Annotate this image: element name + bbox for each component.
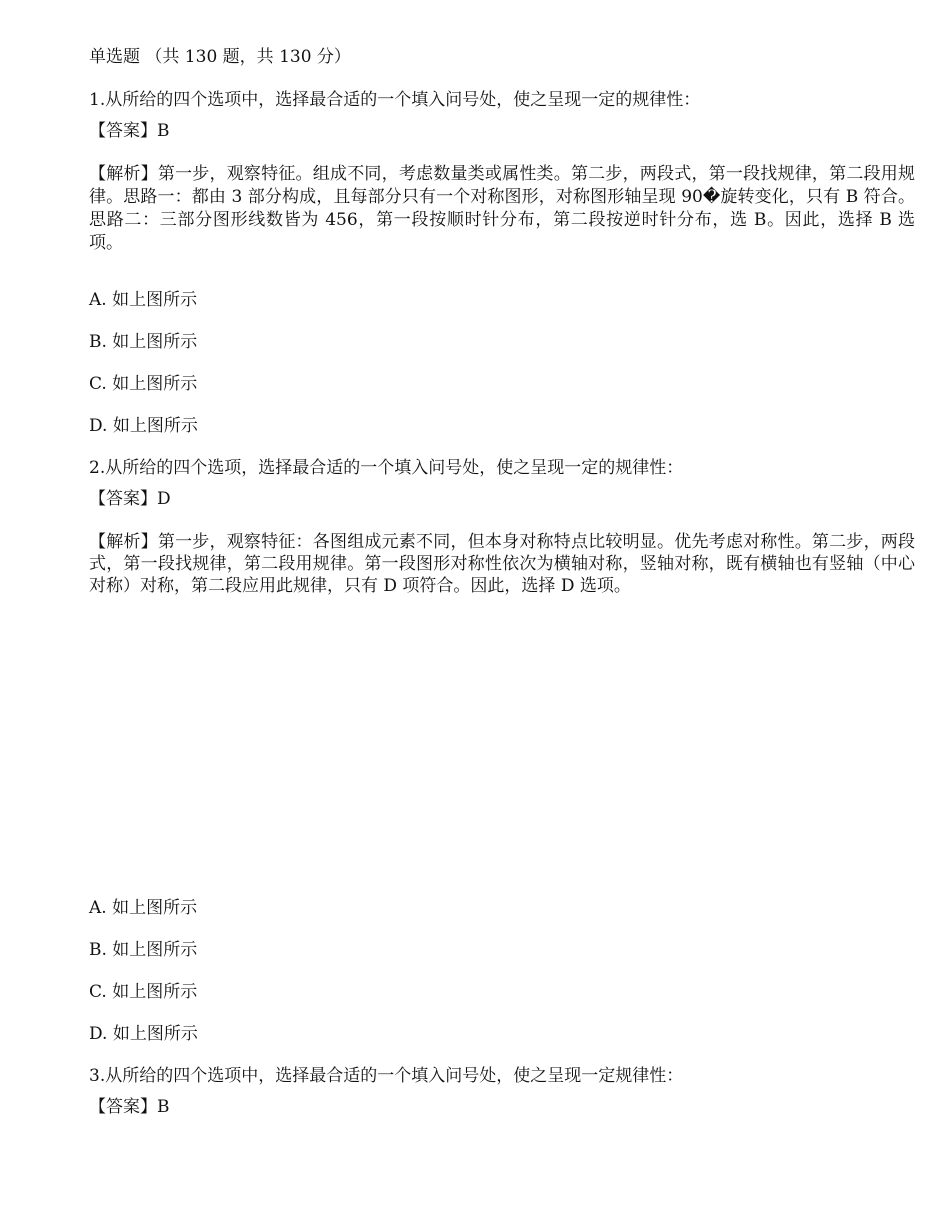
question-3 [89, 1065, 915, 1119]
options-list [89, 897, 915, 1065]
question-analysis: 【解析】第一步，观察特征：各图组成元素不同，但本身对称特点比较明显。优先考虑对称性。第二步，两段式，第一段找规律，第二段用规律。第一段图形对称性依次为横轴对称，竖轴对称，既有横轴也有竖轴（中心对称）对称，第二段应用此规律，只有 D 项符合。因此，选择 D 选项。 [89, 532, 915, 596]
option-a: A. 如上图所示 [89, 898, 198, 918]
option-a: A. 如上图所示 [89, 290, 198, 310]
option-b: B. 如上图所示 [89, 332, 198, 352]
section-header: 单选题 （共 130 题，共 130 分） [89, 47, 351, 67]
question-answer: 【答案】D [89, 489, 171, 509]
question-analysis: 【解析】第一步，观察特征。组成不同，考虑数量类或属性类。第二步，两段式，第一段找规律，第二段用规律。思路一：都由 3 部分构成，且每部分只有一个对称图形，对称图形轴呈现 90�旋转变化，只有 B 符合。思路二：三部分图形线数皆为 456，第一段按顺时针分布，第二段按逆时针分布，选 B。因此，选择 B 选项。 [89, 164, 915, 253]
option-d: D. 如上图所示 [89, 1024, 198, 1044]
document-page [89, 46, 915, 1139]
option-d: D. 如上图所示 [89, 416, 198, 436]
options-list [89, 289, 915, 457]
question-stem: 1.从所给的四个选项中，选择最合适的一个填入问号处，使之呈现一定的规律性： [89, 90, 701, 110]
option-c: C. 如上图所示 [89, 982, 198, 1002]
question-2 [89, 457, 915, 1065]
question-1 [89, 89, 915, 457]
question-answer: 【答案】B [89, 1097, 170, 1117]
option-b: B. 如上图所示 [89, 940, 198, 960]
figure-space [89, 597, 915, 897]
figure-space [89, 255, 915, 289]
question-answer: 【答案】B [89, 121, 170, 141]
option-c: C. 如上图所示 [89, 374, 198, 394]
question-stem: 2.从所给的四个选项，选择最合适的一个填入问号处，使之呈现一定的规律性： [89, 458, 684, 478]
question-stem: 3.从所给的四个选项中，选择最合适的一个填入问号处，使之呈现一定规律性： [89, 1066, 684, 1086]
